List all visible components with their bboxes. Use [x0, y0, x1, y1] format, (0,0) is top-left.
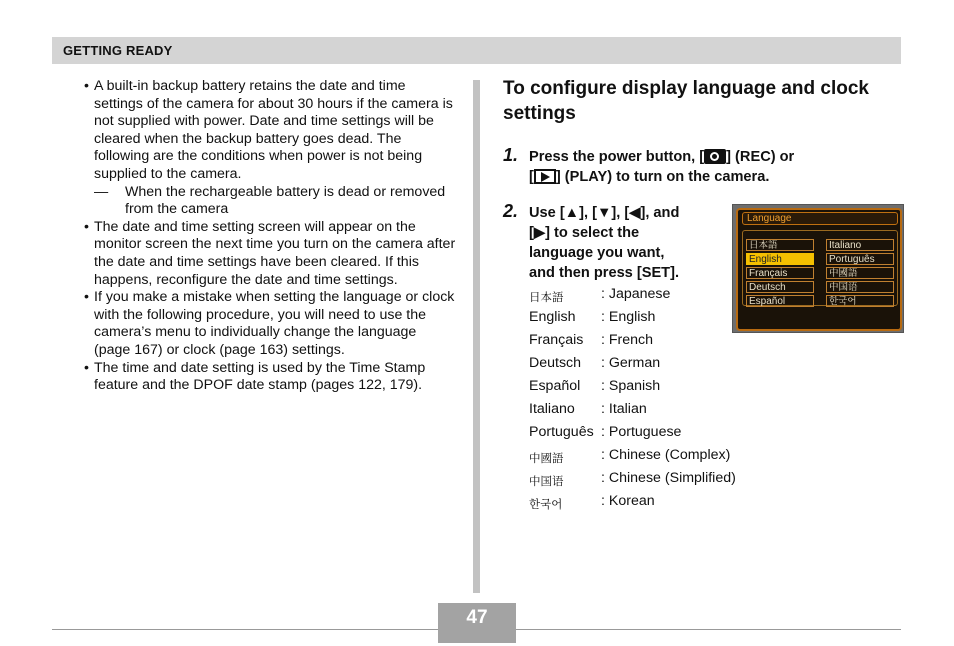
note-text: The time and date setting is used by the Time Stamp feature and the DPOF date stamp (pages 122, 179). — [94, 359, 426, 394]
language-desc: : Chinese (Complex) — [601, 447, 731, 463]
language-name: 한국어 — [529, 499, 563, 511]
step-number: 1. — [503, 145, 519, 165]
note-item — [84, 360, 456, 395]
screen-language-item: Italiano — [826, 239, 894, 251]
language-desc: : English — [601, 309, 656, 325]
language-name: Deutsch — [529, 355, 582, 371]
note-subtext: When the rechargeable battery is dead or removed from the camera — [125, 183, 446, 218]
screen-language-item-selected: English — [746, 253, 814, 265]
language-desc: : Japanese — [601, 286, 671, 302]
screen-language-item: 中國語 — [826, 267, 894, 279]
camera-screen-image — [732, 204, 904, 333]
language-name: 中国语 — [529, 476, 564, 488]
language-desc: : German — [601, 355, 661, 371]
screen-language-item: 中国语 — [826, 281, 894, 293]
screen-language-item: Français — [746, 267, 814, 279]
note-text: The date and time setting screen will appear on the monitor screen the next time you turn on the camera after the date and time settings have been cleared. If this happens, reconfigure the date and time settings. — [94, 218, 456, 288]
bullet-icon: • — [84, 359, 89, 376]
bullet-icon: • — [84, 78, 89, 94]
language-desc: : French — [601, 332, 654, 348]
step-text-part: ] (REC) or — [726, 149, 795, 165]
page-number-box — [438, 603, 516, 643]
page-number: 47 — [466, 607, 488, 628]
note-item — [84, 219, 456, 289]
note-subitem — [94, 184, 456, 219]
play-icon — [534, 169, 556, 184]
step-text-part: ] (PLAY) to turn on the camera. — [555, 169, 770, 185]
screen-language-item: 日本語 — [746, 239, 814, 251]
screen-frame — [736, 208, 902, 331]
bullet-icon: • — [84, 218, 89, 235]
step-1-text — [529, 147, 859, 187]
step-line: [▶] to select the — [529, 225, 640, 241]
step-text-part: Press the power button, [ — [529, 149, 705, 165]
screen-language-item: Español — [746, 295, 814, 307]
note-item — [84, 289, 456, 359]
language-name: English — [529, 309, 576, 325]
step-2-text — [529, 203, 729, 283]
dash-icon: — — [94, 183, 109, 200]
screen-language-panel — [742, 230, 898, 306]
language-desc: : Portuguese — [601, 424, 682, 440]
language-name: Français — [529, 332, 584, 348]
bullet-icon: • — [84, 289, 89, 306]
language-name: Italiano — [529, 401, 575, 417]
section-title: To configure display language and clock settings — [503, 78, 869, 124]
screen-language-item: Deutsch — [746, 281, 814, 293]
note-item — [84, 78, 456, 184]
language-name: 中國語 — [529, 453, 564, 465]
language-desc: : Chinese (Simplified) — [601, 470, 736, 486]
screen-title: Language — [742, 212, 898, 225]
screen-language-item: 한국어 — [826, 295, 894, 307]
screen-language-item: Português — [826, 253, 894, 265]
language-name: Español — [529, 378, 581, 394]
language-desc: : Italian — [601, 401, 647, 417]
column-divider — [473, 80, 480, 593]
language-desc: : Korean — [601, 493, 655, 509]
note-text: A built-in backup battery retains the date and time settings of the camera for about 30 hours if the camera is not supplied with power. Date and time settings will be cleared when the backup battery goes dead. The following are the conditions when power is not being supplied to the camera. — [94, 78, 453, 182]
language-name: Português — [529, 424, 594, 440]
step-number: 2. — [503, 201, 519, 221]
language-name: 日本語 — [529, 292, 564, 304]
header-bar — [52, 37, 901, 64]
step-line: language you want, — [529, 245, 665, 261]
step-line: Use [▲], [▼], [◀], and — [529, 205, 680, 221]
notes-column — [84, 78, 456, 395]
note-text: If you make a mistake when setting the language or clock with the following procedure, you will need to use the camera’s menu to individually change the language (page 167) or clock (page 163) settings. — [94, 289, 455, 358]
camera-icon — [704, 149, 726, 164]
step-line: and then press [SET]. — [529, 265, 680, 281]
language-desc: : Spanish — [601, 378, 661, 394]
step-text-part: [ — [529, 169, 534, 185]
section-header: GETTING READY — [63, 43, 173, 58]
